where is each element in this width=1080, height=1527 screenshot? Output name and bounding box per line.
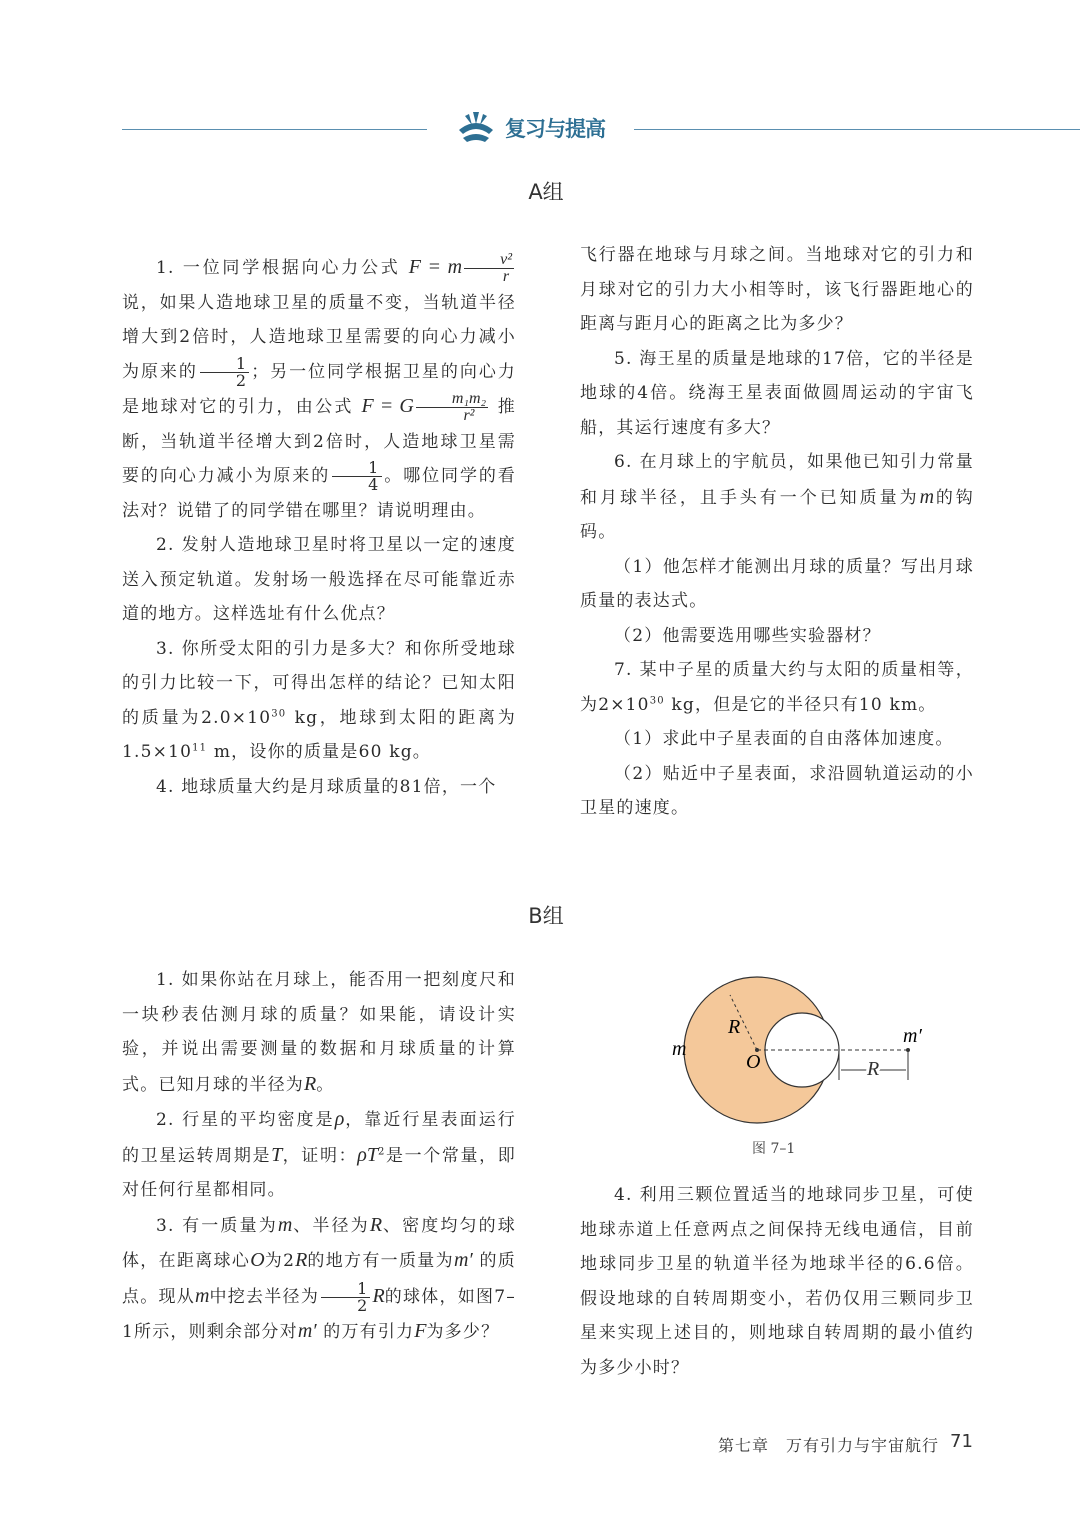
chapter-footer: 第七章 万有引力与宇宙航行 bbox=[718, 1436, 940, 1455]
problem-b3: 3. 有一质量为m、半径为R、密度均匀的球体，在距离球心O为2R的地方有一质量为m′ 的质点。现从m中挖去半径为 $\frac{1}{2}$ R的球体，如图7–1所示，则剩余部分对m′ 的万有引力F为多少？ bbox=[122, 1213, 516, 1342]
figure-7-1 bbox=[660, 965, 940, 1145]
label-R-distance: R bbox=[867, 1058, 880, 1080]
problem-b1: 1. 如果你站在月球上，能否用一把刻度尺和一块秒表估测月球的质量？如果能，请设计实验，并说出需要测量的数据和月球质量的计算式。已知月球的半径为R。 bbox=[122, 970, 516, 1095]
problem-a4-cont: 飞行器在地球与月球之间。当地球对它的引力和月球对它的引力大小相等时，该飞行器距地心的距离与距月心的距离之比为多少？ bbox=[580, 245, 974, 334]
label-m: m bbox=[672, 1038, 687, 1060]
figure-caption: 图 7–1 bbox=[752, 1141, 796, 1157]
problem-a2: 2. 发射人造地球卫星时将卫星以一定的速度送入预定轨道。发射场一般选择在尽可能靠近赤道的地方。这样选址有什么优点？ bbox=[122, 535, 516, 624]
group-b-left-column bbox=[122, 963, 516, 1350]
problem-a7-1: （1）求此中子星表面的自由落体加速度。 bbox=[614, 729, 954, 749]
problem-a3: 3. 你所受太阳的引力是多大？和你所受地球的引力比较一下，可得出怎样的结论？已知太阳的质量为$2.0\times 10^{30}$ kg，地球到太阳的距离为$1.5\times 10^{11}$ m，设你的质量是60 kg。 bbox=[122, 638, 516, 762]
label-O: O bbox=[746, 1051, 761, 1073]
page-number: 71 bbox=[950, 1431, 973, 1452]
problem-a6-2: （2）他需要选用哪些实验器材？ bbox=[614, 625, 881, 646]
section-header bbox=[455, 108, 605, 148]
problem-a5: 5. 海王星的质量是地球的17倍，它的半径是地球的4倍。绕海王星表面做圆周运动的宇宙飞船，其运行速度有多大？ bbox=[580, 348, 974, 438]
problem-b2: 2. 行星的平均密度是ρ，靠近行星表面运行的卫星运转周期是T，证明：$\rho T^2$是一个常量，即对任何行星都相同。 bbox=[122, 1108, 516, 1200]
group-b-right-column bbox=[580, 1178, 974, 1385]
group-a-left-column bbox=[122, 250, 516, 804]
label-R: R bbox=[728, 1016, 741, 1038]
problem-a1: 1. 一位同学根据向心力公式 F = m $\frac{\text{v²}}{r}$ 说，如果人造地球卫星的质量不变，当轨道半径增大到2倍时，人造地球卫星需要的向心力减小为原来的 $\frac{1}{2}$ ；另一位同学根据卫星的向心力是地球对它的引力，由公式 F = G $\frac{\text{m₁m₂}}{\text{r²}}$ 推断，当轨道半径增大到2倍时，人造地球卫星需要的向心力减小为原来的 $\frac{1}{4}$ 。哪位同学的看法对？说错了的同学错在哪里？请说明理由。 bbox=[122, 251, 517, 521]
problem-a7-2: （2）贴近中子星表面，求沿圆轨道运动的小卫星的速度。 bbox=[580, 763, 974, 818]
section-title: 复习与提高 bbox=[505, 117, 605, 141]
problem-a6: 6. 在月球上的宇航员，如果他已知引力常量和月球半径，且手头有一个已知质量为m的钩码。 bbox=[580, 452, 974, 542]
problem-a7: 7. 某中子星的质量大约与太阳的质量相等，为$2\times 10^{30}$ kg，但是它的半径只有10 km。 bbox=[580, 660, 974, 715]
sun-wave-logo-icon bbox=[455, 108, 497, 148]
label-m-prime: m′ bbox=[903, 1025, 922, 1047]
group-a-right-column bbox=[580, 238, 974, 826]
problem-a4-start: 4. 地球质量大约是月球质量的81倍，一个 bbox=[156, 776, 497, 797]
header-rule-right bbox=[634, 129, 1080, 130]
problem-b4: 4. 利用三颗位置适当的地球同步卫星，可使地球赤道上任意两点之间保持无线电通信，目前地球同步卫星的轨道半径为地球半径的6.6倍。假设地球的自转周期变小，若仍仅用三颗同步卫星来实现上述目的，则地球自转周期的最小值约为多少小时？ bbox=[580, 1185, 974, 1378]
problem-a6-1: （1）他怎样才能测出月球的质量？写出月球质量的表达式。 bbox=[580, 556, 974, 611]
header-rule-left bbox=[122, 129, 427, 130]
group-b-title: B组 bbox=[528, 904, 564, 928]
group-a-title: A组 bbox=[528, 180, 564, 204]
